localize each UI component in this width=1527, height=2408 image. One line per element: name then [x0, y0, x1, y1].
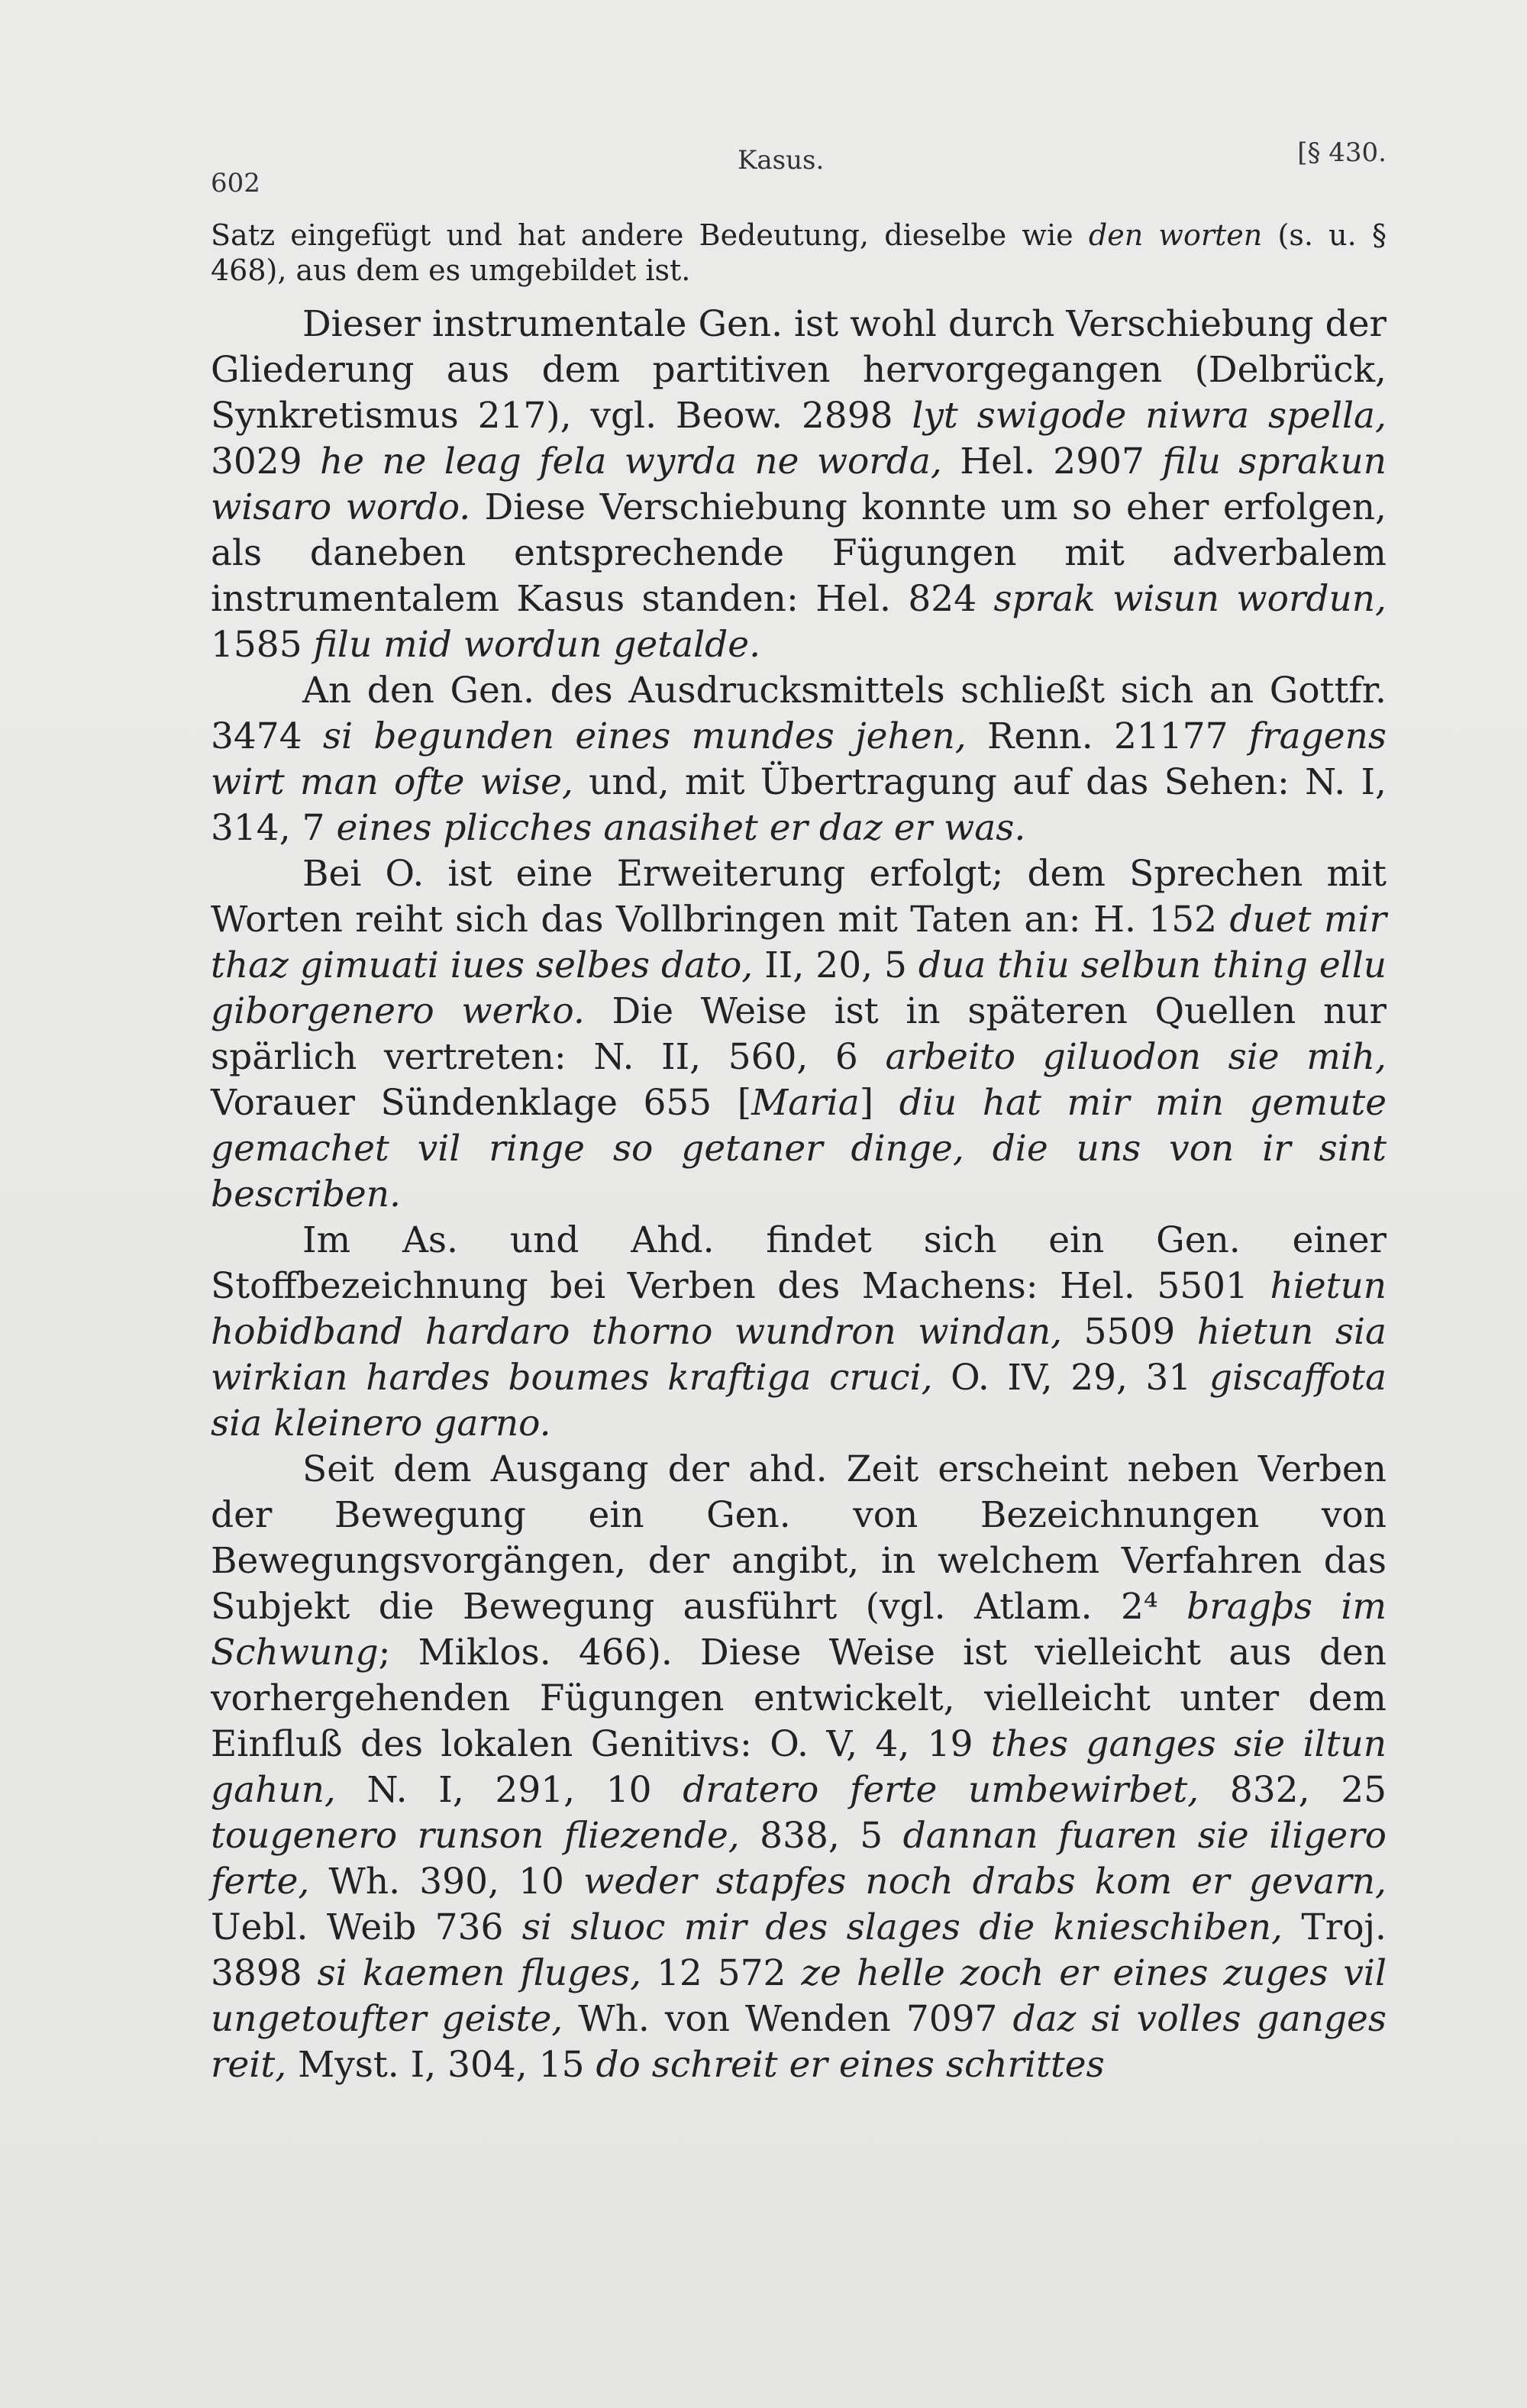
body-text: ; Miklos. 466). Diese Weise ist vielleicht aus den vorhergehenden Fügungen entwickelt, vielleicht unter dem Einfluß des lokalen Genitivs: O. V, 4, 19	[211, 1632, 1387, 1765]
paragraph	[211, 1218, 1387, 1447]
paragraph	[211, 302, 1387, 668]
citation-text: dannan fuaren sie iligero ferte,	[211, 1815, 1387, 1903]
body-text: Wh. 390, 10	[309, 1861, 584, 1903]
citation-text: den worten	[1088, 218, 1263, 252]
citation-text: filu mid wordun getalde.	[313, 624, 761, 666]
citation-text: sprak wisun wordun,	[993, 578, 1387, 620]
body-text: 12 572	[641, 1952, 802, 1994]
body-text: Diese Verschiebung konnte um so eher erfolgen, als daneben entsprechende Fügungen mit adverbalem instrumentalem Kasus standen: Hel. 824	[211, 486, 1387, 620]
body-text: und, mit Übertragung auf das Sehen: N. I, 314, 7	[211, 761, 1387, 849]
running-title: Kasus.	[738, 145, 825, 176]
citation-text: tougenero runson fliezende,	[211, 1815, 740, 1857]
citation-text: si begunden eines mundes jehen,	[322, 715, 967, 757]
body-text: 832, 25	[1199, 1769, 1387, 1811]
body-text: II, 20, 5	[753, 944, 918, 986]
body-text: 838, 5	[739, 1815, 903, 1857]
body-text: Dieser instrumentale Gen. ist wohl durch Verschiebung der Gliederung aus dem partitiven hervorgegangen (Delbrück, Synkretismus 217), vgl. Beow. 2898	[211, 303, 1387, 437]
citation-text: arbeito giluodon sie mih,	[885, 1036, 1387, 1078]
citation-text: hietun hobidband hardaro thorno wundron windan,	[211, 1265, 1387, 1353]
body-text: Renn. 21177	[966, 715, 1249, 757]
body-text: O. IV, 29, 31	[932, 1357, 1209, 1399]
body-text: Seit dem Ausgang der ahd. Zeit erscheint neben Verben der Bewegung ein Gen. von Bezeichnungen von Bewegungsvorgängen, der angibt, in welchem Verfahren das Subjekt die Bewegung ausführt (vgl. Atlam. 2⁴	[211, 1448, 1387, 1628]
citation-text: dua thiu selbun thing ellu giborgenero werko.	[211, 944, 1387, 1032]
body-text: Uebl. Weib 736	[211, 1906, 522, 1948]
page-header	[211, 115, 1387, 199]
citation-text: fragens wirt man ofte wise,	[211, 715, 1387, 803]
paragraph	[211, 218, 1387, 288]
body-text: Satz eingefügt und hat andere Bedeutung, dieselbe wie	[211, 218, 1089, 252]
citation-text: giscaffota sia kleinero garno.	[211, 1357, 1387, 1444]
paragraph	[211, 851, 1387, 1218]
citation-text: bragþs im Schwung	[211, 1586, 1387, 1674]
body-text: 1585	[211, 624, 314, 666]
body-text: Troj. 3898	[211, 1906, 1387, 1994]
page-body	[211, 218, 1387, 2088]
citation-text: eines plicches anasihet er daz er was.	[336, 807, 1026, 849]
body-text: ]	[859, 1082, 899, 1124]
citation-text: thes ganges sie iltun gahun,	[211, 1723, 1387, 1811]
body-text: Hel. 2907	[941, 441, 1163, 483]
body-text: (s. u. § 468), aus dem es umgebildet ist.	[211, 218, 1387, 287]
section-marker: [§ 430.	[1297, 137, 1387, 168]
citation-text: lyt swigode niwra spella,	[912, 395, 1387, 437]
body-text: Im As. und Ahd. findet sich ein Gen. einer Stoffbezeichnung bei Verben des Machens: Hel. 5501	[211, 1219, 1387, 1307]
citation-text: Maria	[751, 1082, 860, 1124]
citation-text: si sluoc mir des slages die knieschiben,	[521, 1906, 1283, 1948]
body-text: Bei O. ist eine Erweiterung erfolgt; dem Sprechen mit Worten reiht sich das Vollbringen mit Taten an: H. 152	[211, 853, 1387, 941]
citation-text: diu hat mir min gemute gemachet vil ringe so getaner dinge, die uns von ir sint bescriben.	[211, 1082, 1387, 1215]
citation-text: duet mir thaz gimuati iues selbes dato,	[211, 899, 1387, 986]
body-text: 5509	[1062, 1311, 1197, 1353]
citation-text: filu sprakun wisaro wordo.	[211, 441, 1387, 528]
body-text: Vorauer Sündenklage 655 [	[211, 1082, 752, 1124]
citation-text: daz si volles ganges reit,	[211, 1998, 1387, 2086]
citation-text: hietun sia wirkian hardes boumes kraftiga cruci,	[211, 1311, 1387, 1399]
body-text: 3029	[211, 441, 320, 483]
body-text: An den Gen. des Ausdrucksmittels schließt sich an Gottfr. 3474	[211, 670, 1387, 757]
body-text: Myst. I, 304, 15	[286, 2044, 596, 2086]
citation-text: si kaemen fluges,	[317, 1952, 642, 1994]
citation-text: ze helle zoch er eines zuges vil ungetoufter geiste,	[211, 1952, 1387, 2040]
page-number: 602	[211, 168, 260, 199]
citation-text: do schreit er eines schrittes	[596, 2044, 1105, 2086]
paragraph	[211, 668, 1387, 851]
body-text: Wh. von Wenden 7097	[563, 1998, 1013, 2040]
citation-text: dratero ferte umbewirbet,	[683, 1769, 1199, 1811]
body-text: Die Weise ist in späteren Quellen nur spärlich vertreten: N. II, 560, 6	[211, 990, 1387, 1078]
paragraph	[211, 1447, 1387, 2088]
body-text: N. I, 291, 10	[335, 1769, 683, 1811]
citation-text: he ne leag fela wyrda ne worda,	[319, 441, 942, 483]
citation-text: weder stapfes noch drabs kom er gevarn,	[583, 1861, 1387, 1903]
